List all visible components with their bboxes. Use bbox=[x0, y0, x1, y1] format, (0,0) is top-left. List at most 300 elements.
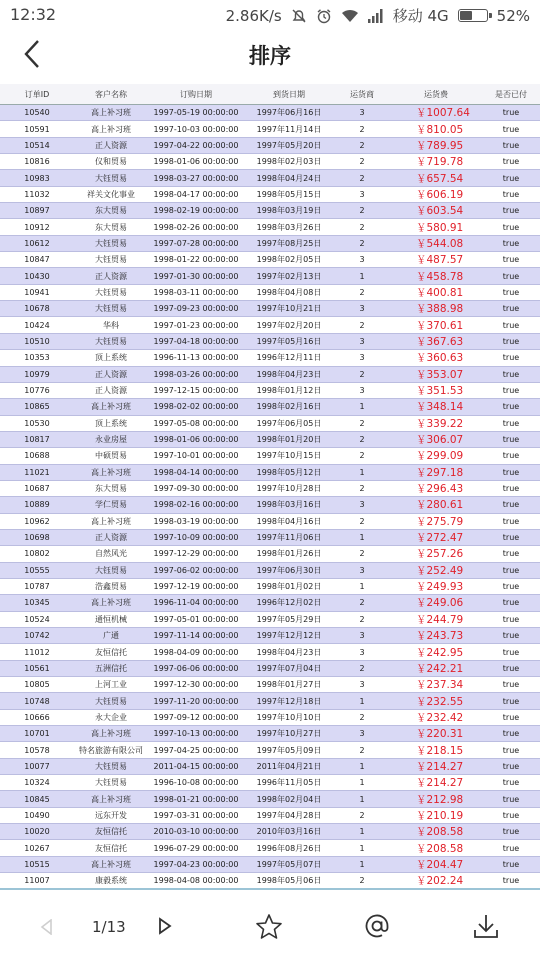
table-row[interactable] bbox=[0, 105, 540, 121]
table-cell: 大钰贸易 bbox=[74, 562, 148, 578]
table-row[interactable] bbox=[0, 366, 540, 382]
table-cell: 1997-10-01 00:00:00 bbox=[148, 448, 244, 464]
table-cell: ￥367.63 bbox=[390, 333, 482, 349]
table-cell: 1997-12-19 00:00:00 bbox=[148, 578, 244, 594]
table-row[interactable] bbox=[0, 431, 540, 447]
table-cell: 浩鑫贸易 bbox=[74, 578, 148, 594]
table-cell: 10845 bbox=[0, 791, 74, 807]
table-cell: ￥370.61 bbox=[390, 317, 482, 333]
table-cell: true bbox=[482, 628, 540, 644]
table-cell: 10578 bbox=[0, 742, 74, 758]
table-cell: true bbox=[482, 284, 540, 300]
table-cell: 广通 bbox=[74, 628, 148, 644]
table-cell: ￥789.95 bbox=[390, 137, 482, 153]
table-cell: 2 bbox=[334, 366, 390, 382]
table-cell: 10701 bbox=[0, 726, 74, 742]
mute-icon bbox=[291, 8, 307, 24]
table-cell: 10077 bbox=[0, 758, 74, 774]
column-header[interactable]: 订单ID bbox=[0, 84, 74, 105]
table-cell: 2 bbox=[334, 807, 390, 823]
table-row[interactable] bbox=[0, 301, 540, 317]
table-cell: 1998-02-02 00:00:00 bbox=[148, 399, 244, 415]
table-row[interactable] bbox=[0, 121, 540, 137]
table-cell: 11021 bbox=[0, 464, 74, 480]
table-cell: 10515 bbox=[0, 856, 74, 872]
table-cell: 10612 bbox=[0, 235, 74, 251]
table-cell: 2 bbox=[334, 480, 390, 496]
table-cell: 1998年05月06日 bbox=[244, 873, 334, 889]
table-cell: true bbox=[482, 235, 540, 251]
table-row[interactable] bbox=[0, 807, 540, 823]
table-cell: true bbox=[482, 252, 540, 268]
table-cell: 10267 bbox=[0, 840, 74, 856]
table-cell: 华科 bbox=[74, 317, 148, 333]
table-cell: true bbox=[482, 742, 540, 758]
table-cell: 1997年07月04日 bbox=[244, 660, 334, 676]
table-cell: 1997-12-29 00:00:00 bbox=[148, 546, 244, 562]
table-row[interactable] bbox=[0, 677, 540, 693]
table-cell: 1997年06月30日 bbox=[244, 562, 334, 578]
download-icon[interactable] bbox=[473, 912, 499, 940]
table-row[interactable] bbox=[0, 219, 540, 235]
table-cell: 1997-10-03 00:00:00 bbox=[148, 121, 244, 137]
table-cell: 1997-07-28 00:00:00 bbox=[148, 235, 244, 251]
table-cell: 10983 bbox=[0, 170, 74, 186]
table-row[interactable] bbox=[0, 170, 540, 186]
table-cell: 2 bbox=[334, 121, 390, 137]
table-cell: 1996年12月02日 bbox=[244, 595, 334, 611]
table-cell: 3 bbox=[334, 186, 390, 202]
table-cell: 1997-01-23 00:00:00 bbox=[148, 317, 244, 333]
table-cell: 10962 bbox=[0, 513, 74, 529]
table-cell: true bbox=[482, 529, 540, 545]
table-cell: 1998年02月04日 bbox=[244, 791, 334, 807]
table-cell: 远东开发 bbox=[74, 807, 148, 823]
table-row[interactable] bbox=[0, 268, 540, 284]
table-cell: 1997-01-30 00:00:00 bbox=[148, 268, 244, 284]
table-cell: ￥275.79 bbox=[390, 513, 482, 529]
table-cell: true bbox=[482, 824, 540, 840]
table-row[interactable] bbox=[0, 791, 540, 807]
table-cell: 高上补习班 bbox=[74, 399, 148, 415]
table-cell: 1997-10-09 00:00:00 bbox=[148, 529, 244, 545]
table-cell: 3 bbox=[334, 628, 390, 644]
table-cell: 2 bbox=[334, 873, 390, 889]
table-cell: true bbox=[482, 268, 540, 284]
table-cell: 1998年01月26日 bbox=[244, 546, 334, 562]
table-cell: true bbox=[482, 611, 540, 627]
table-cell: 10889 bbox=[0, 497, 74, 513]
alarm-icon bbox=[316, 8, 332, 24]
table-cell: 3 bbox=[334, 301, 390, 317]
table-cell: 正人资源 bbox=[74, 529, 148, 545]
prev-page-icon[interactable] bbox=[40, 919, 54, 935]
table-cell: ￥458.78 bbox=[390, 268, 482, 284]
table-cell: ￥220.31 bbox=[390, 726, 482, 742]
table-cell: 10979 bbox=[0, 366, 74, 382]
table-cell: 2 bbox=[334, 742, 390, 758]
table-cell: 10802 bbox=[0, 546, 74, 562]
table-cell: true bbox=[482, 399, 540, 415]
table-cell: ￥204.47 bbox=[390, 856, 482, 872]
table-row[interactable] bbox=[0, 775, 540, 791]
table-row[interactable] bbox=[0, 726, 540, 742]
table-row[interactable] bbox=[0, 448, 540, 464]
table-cell: 1998-01-06 00:00:00 bbox=[148, 431, 244, 447]
table-row[interactable] bbox=[0, 644, 540, 660]
table-cell: 1998-02-19 00:00:00 bbox=[148, 203, 244, 219]
table-row[interactable] bbox=[0, 758, 540, 774]
table-row[interactable] bbox=[0, 137, 540, 153]
table-row[interactable] bbox=[0, 529, 540, 545]
table-row[interactable] bbox=[0, 709, 540, 725]
table-cell: 10555 bbox=[0, 562, 74, 578]
table-cell: 10666 bbox=[0, 709, 74, 725]
table-cell: 10020 bbox=[0, 824, 74, 840]
table-cell: ￥606.19 bbox=[390, 186, 482, 202]
table-row[interactable] bbox=[0, 464, 540, 480]
table-cell: 2 bbox=[334, 448, 390, 464]
table-cell: 1997-06-02 00:00:00 bbox=[148, 562, 244, 578]
table-cell: 10912 bbox=[0, 219, 74, 235]
table-cell: 正人资源 bbox=[74, 382, 148, 398]
column-header[interactable]: 运货费 bbox=[390, 84, 482, 105]
table-cell: 1996-10-08 00:00:00 bbox=[148, 775, 244, 791]
table-cell: true bbox=[482, 137, 540, 153]
table-cell: 学仁贸易 bbox=[74, 497, 148, 513]
table-cell: 10816 bbox=[0, 154, 74, 170]
table-row[interactable] bbox=[0, 317, 540, 333]
table-cell: 10748 bbox=[0, 693, 74, 709]
order-table-container bbox=[0, 84, 540, 890]
table-cell: 大钰贸易 bbox=[74, 775, 148, 791]
table-cell: 1997年05月16日 bbox=[244, 333, 334, 349]
table-cell: 11012 bbox=[0, 644, 74, 660]
next-page-icon[interactable] bbox=[158, 917, 172, 935]
table-row[interactable] bbox=[0, 693, 540, 709]
table-cell: 高上补习班 bbox=[74, 121, 148, 137]
table-cell: true bbox=[482, 791, 540, 807]
table-row[interactable] bbox=[0, 840, 540, 856]
table-cell: 3 bbox=[334, 350, 390, 366]
table-cell: 1998-01-22 00:00:00 bbox=[148, 252, 244, 268]
table-cell: 1997年06月16日 bbox=[244, 105, 334, 121]
page-indicator: 1/13 bbox=[92, 918, 126, 936]
table-cell: ￥353.07 bbox=[390, 366, 482, 382]
table-cell: 1997-05-01 00:00:00 bbox=[148, 611, 244, 627]
table-cell: 东大贸易 bbox=[74, 203, 148, 219]
table-cell: 2 bbox=[334, 546, 390, 562]
table-cell: 1998年04月08日 bbox=[244, 284, 334, 300]
table-cell: 1 bbox=[334, 758, 390, 774]
table-row[interactable] bbox=[0, 824, 540, 840]
signal-icon bbox=[368, 9, 384, 23]
table-cell: true bbox=[482, 301, 540, 317]
table-cell: 10424 bbox=[0, 317, 74, 333]
table-cell: 祥关文化事业 bbox=[74, 186, 148, 202]
column-header[interactable]: 是否已付 bbox=[482, 84, 540, 105]
table-cell: 2010-03-10 00:00:00 bbox=[148, 824, 244, 840]
table-cell: true bbox=[482, 105, 540, 121]
order-table bbox=[0, 84, 540, 890]
table-cell: ￥299.09 bbox=[390, 448, 482, 464]
table-cell: 10678 bbox=[0, 301, 74, 317]
table-cell: 3 bbox=[334, 333, 390, 349]
network-speed: 2.86K/s bbox=[225, 6, 282, 25]
table-cell: 2 bbox=[334, 595, 390, 611]
table-row[interactable] bbox=[0, 154, 540, 170]
table-cell: 10941 bbox=[0, 284, 74, 300]
table-row[interactable] bbox=[0, 399, 540, 415]
table-cell: ￥580.91 bbox=[390, 219, 482, 235]
table-cell: 1997年05月29日 bbox=[244, 611, 334, 627]
table-row[interactable] bbox=[0, 235, 540, 251]
table-cell: 顶上系统 bbox=[74, 350, 148, 366]
table-row[interactable] bbox=[0, 203, 540, 219]
table-cell: true bbox=[482, 170, 540, 186]
table-cell: ￥603.54 bbox=[390, 203, 482, 219]
table-cell: 10805 bbox=[0, 677, 74, 693]
table-row[interactable] bbox=[0, 350, 540, 366]
table-cell: 3 bbox=[334, 562, 390, 578]
table-cell: true bbox=[482, 154, 540, 170]
table-cell: true bbox=[482, 382, 540, 398]
table-cell: 1997-05-19 00:00:00 bbox=[148, 105, 244, 121]
table-cell: 1998-04-17 00:00:00 bbox=[148, 186, 244, 202]
table-cell: 东大贸易 bbox=[74, 219, 148, 235]
table-cell: 友恒信托 bbox=[74, 840, 148, 856]
table-row[interactable] bbox=[0, 595, 540, 611]
table-cell: 大钰贸易 bbox=[74, 301, 148, 317]
table-cell: 1996-11-13 00:00:00 bbox=[148, 350, 244, 366]
table-cell: 1998年02月05日 bbox=[244, 252, 334, 268]
status-bar bbox=[0, 0, 540, 30]
column-header[interactable]: 客户名称 bbox=[74, 84, 148, 105]
table-cell: 10787 bbox=[0, 578, 74, 594]
table-cell: 1996年12月11日 bbox=[244, 350, 334, 366]
table-cell: ￥208.58 bbox=[390, 840, 482, 856]
table-cell: 正人资源 bbox=[74, 268, 148, 284]
table-cell: true bbox=[482, 873, 540, 889]
battery-percent: 52% bbox=[496, 6, 530, 25]
table-cell: 1 bbox=[334, 268, 390, 284]
table-cell: ￥544.08 bbox=[390, 235, 482, 251]
battery-icon bbox=[458, 9, 488, 22]
table-cell: ￥218.15 bbox=[390, 742, 482, 758]
table-cell: 高上补习班 bbox=[74, 726, 148, 742]
table-cell: 1998年01月12日 bbox=[244, 382, 334, 398]
table-row[interactable] bbox=[0, 252, 540, 268]
table-cell: 2 bbox=[334, 317, 390, 333]
table-cell: 大钰贸易 bbox=[74, 170, 148, 186]
table-cell: 1996年11月05日 bbox=[244, 775, 334, 791]
table-cell: 3 bbox=[334, 644, 390, 660]
table-cell: 1998-04-09 00:00:00 bbox=[148, 644, 244, 660]
table-cell: true bbox=[482, 203, 540, 219]
table-cell: true bbox=[482, 448, 540, 464]
table-cell: 1997-09-30 00:00:00 bbox=[148, 480, 244, 496]
table-cell: 11007 bbox=[0, 873, 74, 889]
table-cell: ￥272.47 bbox=[390, 529, 482, 545]
table-cell: true bbox=[482, 807, 540, 823]
table-row[interactable] bbox=[0, 382, 540, 398]
table-cell: true bbox=[482, 660, 540, 676]
table-cell: 10591 bbox=[0, 121, 74, 137]
table-cell: 2 bbox=[334, 137, 390, 153]
table-cell: 10524 bbox=[0, 611, 74, 627]
table-cell: 3 bbox=[334, 726, 390, 742]
table-cell: 1997年10月21日 bbox=[244, 301, 334, 317]
table-cell: 2 bbox=[334, 170, 390, 186]
table-cell: 康毅系统 bbox=[74, 873, 148, 889]
table-row[interactable] bbox=[0, 497, 540, 513]
table-cell: true bbox=[482, 758, 540, 774]
table-cell: 中硕贸易 bbox=[74, 448, 148, 464]
table-cell: 1 bbox=[334, 529, 390, 545]
table-cell: 1 bbox=[334, 824, 390, 840]
table-cell: true bbox=[482, 709, 540, 725]
table-cell: 10510 bbox=[0, 333, 74, 349]
table-cell: true bbox=[482, 726, 540, 742]
table-cell: 1997年04月28日 bbox=[244, 807, 334, 823]
table-cell: ￥1007.64 bbox=[390, 105, 482, 121]
table-cell: 大钰贸易 bbox=[74, 284, 148, 300]
table-cell: 2011-04-15 00:00:00 bbox=[148, 758, 244, 774]
column-header[interactable]: 到货日期 bbox=[244, 84, 334, 105]
table-row[interactable] bbox=[0, 562, 540, 578]
table-cell: true bbox=[482, 121, 540, 137]
table-cell: 1998-03-19 00:00:00 bbox=[148, 513, 244, 529]
table-cell: 2 bbox=[334, 611, 390, 627]
table-cell: 1997-11-14 00:00:00 bbox=[148, 628, 244, 644]
table-cell: true bbox=[482, 693, 540, 709]
table-cell: 大钰贸易 bbox=[74, 758, 148, 774]
table-cell: 1997年11月14日 bbox=[244, 121, 334, 137]
table-cell: 1 bbox=[334, 578, 390, 594]
table-cell: 10540 bbox=[0, 105, 74, 121]
table-cell: 1997-10-13 00:00:00 bbox=[148, 726, 244, 742]
table-cell: 高上补习班 bbox=[74, 513, 148, 529]
table-cell: ￥657.54 bbox=[390, 170, 482, 186]
table-cell: 1998-03-11 00:00:00 bbox=[148, 284, 244, 300]
table-row[interactable] bbox=[0, 480, 540, 496]
table-cell: 1997-03-31 00:00:00 bbox=[148, 807, 244, 823]
table-cell: 1998-02-26 00:00:00 bbox=[148, 219, 244, 235]
table-cell: 1997-05-08 00:00:00 bbox=[148, 415, 244, 431]
table-cell: ￥400.81 bbox=[390, 284, 482, 300]
table-row[interactable] bbox=[0, 284, 540, 300]
table-cell: 10561 bbox=[0, 660, 74, 676]
table-cell: 高上补习班 bbox=[74, 595, 148, 611]
table-cell: 1997-04-25 00:00:00 bbox=[148, 742, 244, 758]
table-cell: 1997年10月15日 bbox=[244, 448, 334, 464]
table-cell: 10865 bbox=[0, 399, 74, 415]
table-cell: 1997年10月27日 bbox=[244, 726, 334, 742]
table-cell: ￥244.79 bbox=[390, 611, 482, 627]
table-row[interactable] bbox=[0, 513, 540, 529]
table-cell: 10688 bbox=[0, 448, 74, 464]
table-cell: 1997-09-12 00:00:00 bbox=[148, 709, 244, 725]
at-icon[interactable] bbox=[363, 912, 391, 940]
table-cell: 大钰贸易 bbox=[74, 252, 148, 268]
table-row[interactable] bbox=[0, 415, 540, 431]
table-row[interactable] bbox=[0, 660, 540, 676]
table-cell: true bbox=[482, 186, 540, 202]
table-cell: 1997年10月10日 bbox=[244, 709, 334, 725]
table-row[interactable] bbox=[0, 742, 540, 758]
carrier-label: 移动 4G bbox=[392, 7, 449, 25]
table-row[interactable] bbox=[0, 546, 540, 562]
star-icon[interactable] bbox=[255, 913, 283, 941]
table-cell: true bbox=[482, 464, 540, 480]
table-cell: 10345 bbox=[0, 595, 74, 611]
table-cell: 1997年02月13日 bbox=[244, 268, 334, 284]
table-cell: true bbox=[482, 677, 540, 693]
column-header[interactable]: 运货商 bbox=[334, 84, 390, 105]
table-cell: ￥280.61 bbox=[390, 497, 482, 513]
table-cell: ￥242.21 bbox=[390, 660, 482, 676]
table-body bbox=[0, 105, 540, 890]
table-cell: ￥306.07 bbox=[390, 431, 482, 447]
wifi-icon bbox=[341, 9, 359, 23]
table-cell: true bbox=[482, 317, 540, 333]
table-cell: 1998年04月23日 bbox=[244, 644, 334, 660]
table-cell: 自然风光 bbox=[74, 546, 148, 562]
table-row[interactable] bbox=[0, 873, 540, 889]
table-cell: 1 bbox=[334, 840, 390, 856]
table-row[interactable] bbox=[0, 856, 540, 872]
table-cell: 1998年01月27日 bbox=[244, 677, 334, 693]
table-cell: 1998年03月19日 bbox=[244, 203, 334, 219]
table-cell: 2 bbox=[334, 660, 390, 676]
table-cell: 大钰贸易 bbox=[74, 693, 148, 709]
table-cell: true bbox=[482, 366, 540, 382]
table-row[interactable] bbox=[0, 578, 540, 594]
table-cell: ￥339.22 bbox=[390, 415, 482, 431]
table-cell: 3 bbox=[334, 677, 390, 693]
table-cell: true bbox=[482, 415, 540, 431]
table-cell: 高上补习班 bbox=[74, 856, 148, 872]
table-cell: 1998-04-08 00:00:00 bbox=[148, 873, 244, 889]
table-cell: 高上补习班 bbox=[74, 105, 148, 121]
table-cell: 1998-03-27 00:00:00 bbox=[148, 170, 244, 186]
table-cell: 1998-02-16 00:00:00 bbox=[148, 497, 244, 513]
table-cell: 1998年02月03日 bbox=[244, 154, 334, 170]
table-cell: 1997-06-06 00:00:00 bbox=[148, 660, 244, 676]
table-cell: 11032 bbox=[0, 186, 74, 202]
table-cell: 2010年03月16日 bbox=[244, 824, 334, 840]
table-cell: true bbox=[482, 578, 540, 594]
table-cell: true bbox=[482, 775, 540, 791]
table-row[interactable] bbox=[0, 628, 540, 644]
table-cell: 大钰贸易 bbox=[74, 235, 148, 251]
table-cell: true bbox=[482, 350, 540, 366]
table-cell: true bbox=[482, 856, 540, 872]
column-header[interactable]: 订购日期 bbox=[148, 84, 244, 105]
table-cell: 1997年12月18日 bbox=[244, 693, 334, 709]
table-cell: 2 bbox=[334, 219, 390, 235]
table-row[interactable] bbox=[0, 333, 540, 349]
table-cell: 10514 bbox=[0, 137, 74, 153]
table-row[interactable] bbox=[0, 186, 540, 202]
table-cell: 10490 bbox=[0, 807, 74, 823]
table-cell: 2 bbox=[334, 513, 390, 529]
table-cell: ￥351.53 bbox=[390, 382, 482, 398]
table-row[interactable] bbox=[0, 611, 540, 627]
table-cell: ￥388.98 bbox=[390, 301, 482, 317]
table-cell: 高上补习班 bbox=[74, 464, 148, 480]
table-cell: 10817 bbox=[0, 431, 74, 447]
